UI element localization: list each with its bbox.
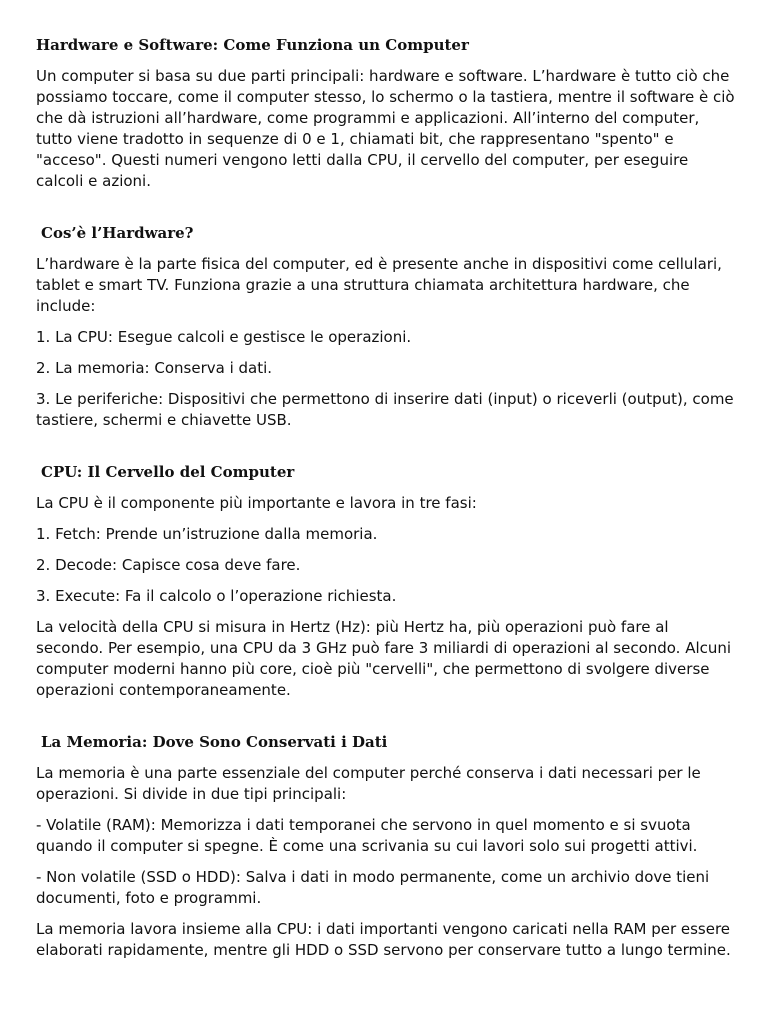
- section-heading-memory: La Memoria: Dove Sono Conservati i Dati: [41, 733, 388, 751]
- cpu-list-item-execute: 3. Execute: Fa il calcolo o l’operazione richiesta.: [36, 587, 397, 605]
- hardware-paragraph: L’hardware è la parte fisica del computer, ed è presente anche in dispositivi come cellulari, tablet e smart TV. Funziona grazie a una struttura chiamata architettura hardware, che include:: [36, 255, 722, 315]
- section-heading-cpu: CPU: Il Cervello del Computer: [41, 463, 295, 481]
- hardware-list-item-cpu: 1. La CPU: Esegue calcoli e gestisce le operazioni.: [36, 328, 412, 346]
- intro-paragraph: Un computer si basa su due parti principali: hardware e software. L’hardware è tutto ciò che possiamo toccare, come il computer stesso, lo schermo o la tastiera, mentre il software è ciò che dà istruzioni all’hardware, come programmi e applicazioni. All’interno del computer, tutto viene tradotto in sequenze di 0 e 1, chiamati bit, che rappresentano "spento" e "acceso". Questi numeri vengono letti dalla CPU, il cervello del computer, per eseguire calcoli e azioni.: [36, 67, 735, 190]
- memory-list-item-volatile: - Volatile (RAM): Memorizza i dati temporanei che servono in quel momento e si svuota quando il computer si spegne. È come una scrivania su cui lavori solo sui progetti attivi.: [36, 816, 698, 855]
- memory-paragraph: La memoria è una parte essenziale del computer perché conserva i dati necessari per le operazioni. Si divide in due tipi principali:: [36, 764, 701, 803]
- document-title: Hardware e Software: Come Funziona un Computer: [36, 36, 469, 54]
- section-heading-hardware: Cos’è l’Hardware?: [41, 224, 194, 242]
- section-spacer: [36, 711, 738, 732]
- section-spacer: [36, 441, 738, 462]
- hardware-list-item-memory: 2. La memoria: Conserva i dati.: [36, 359, 273, 377]
- cpu-list-item-decode: 2. Decode: Capisce cosa deve fare.: [36, 556, 301, 574]
- cpu-paragraph: La CPU è il componente più importante e lavora in tre fasi:: [36, 494, 477, 512]
- cpu-speed-paragraph: La velocità della CPU si misura in Hertz (Hz): più Hertz ha, più operazioni può fare al secondo. Per esempio, una CPU da 3 GHz può fare 3 miliardi di operazioni al secondo. Alcuni computer moderni hanno più core, cioè più "cervelli", che permettono di svolgere diverse operazioni contemporaneamente.: [36, 618, 732, 699]
- section-spacer: [36, 202, 738, 223]
- memory-summary-paragraph: La memoria lavora insieme alla CPU: i dati importanti vengono caricati nella RAM per essere elaborati rapidamente, mentre gli HDD o SSD servono per conservare tutto a lungo termine.: [36, 920, 731, 959]
- cpu-list-item-fetch: 1. Fetch: Prende un’istruzione dalla memoria.: [36, 525, 378, 543]
- hardware-list-item-peripherals: 3. Le periferiche: Dispositivi che permettono di inserire dati (input) o riceverli (output), come tastiere, schermi e chiavette USB.: [36, 390, 734, 429]
- memory-list-item-nonvolatile: - Non volatile (SSD o HDD): Salva i dati in modo permanente, come un archivio dove tieni documenti, foto e programmi.: [36, 868, 710, 907]
